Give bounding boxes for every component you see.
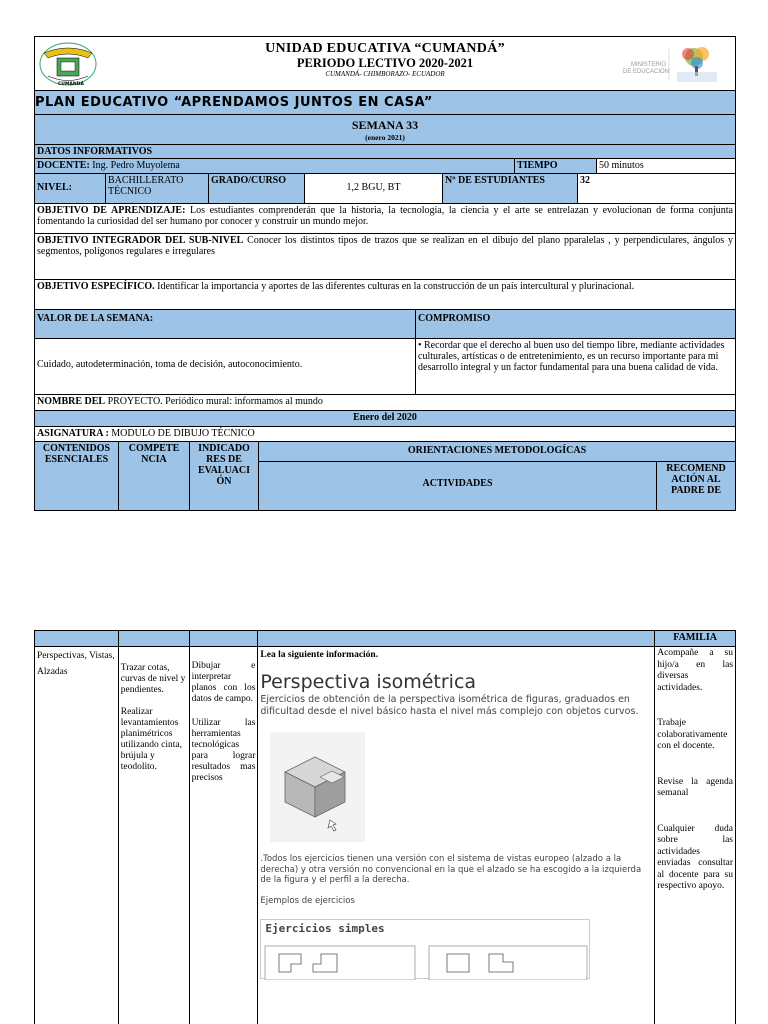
valor-row — [35, 339, 735, 395]
proyecto-label: NOMBRE DEL — [37, 396, 106, 407]
activities-header-row — [35, 631, 735, 647]
simple-exercises-title: Ejercicios simples — [265, 921, 385, 935]
familia-4: Cualquier duda sobre las actividades enviadas consultar al docente para su respectivo apoyo. — [657, 823, 734, 891]
obj-especifico-label: OBJETIVO ESPECÍFICO. — [37, 281, 155, 292]
proyecto — [35, 395, 735, 410]
valor-label: VALOR DE LA SEMANA: — [35, 310, 416, 338]
docente-row — [35, 159, 735, 174]
estudiantes-label: Nº DE ESTUDIANTES — [443, 174, 578, 203]
col-recomendacion: RECOMEND ACIÓN AL PADRE DE — [666, 463, 726, 496]
actividades-cell — [258, 647, 655, 1024]
activities-table — [34, 630, 736, 1024]
col-sub-headers — [259, 462, 735, 510]
obj-especifico-text: Identificar la importancia y aportes de las diferentes culturas en la construcción de un país intercultural y plurinacional. — [154, 281, 635, 292]
iso-title: Perspectiva isométrica — [260, 671, 477, 693]
tiempo-value: 50 minutos — [599, 160, 644, 171]
month-label: Enero del 2020 — [353, 412, 417, 423]
indicadores-1: Dibujar e interpretar planos con los datos de campo. — [191, 661, 256, 704]
indicadores-cell — [190, 647, 259, 1024]
asignatura-label: ASIGNATURA : — [37, 428, 109, 439]
docente-label: DOCENTE: — [37, 160, 90, 171]
competencia-cell — [119, 647, 190, 1024]
plan-header-table — [34, 36, 736, 511]
proyecto-label-2: PROYECTO. — [105, 396, 163, 407]
docente-value: Ing. Pedro Muyolema — [92, 160, 180, 171]
obj-aprendizaje-text: Los estudiantes comprenderán que la historia, la tecnología, la ciencia y el arte se entrelazan y evolucionan de forma conjunta fomentando la curiosidad del ser humano por conocer y construir un mundo mejor. — [37, 205, 733, 227]
indicadores-2: Utilizar las herramientas tecnológicas para lograr resultados mas precisos — [191, 718, 256, 783]
simple-exercises-box — [260, 919, 590, 979]
col-orientaciones: ORIENTACIONES METODOLOGÍCAS — [259, 442, 735, 462]
header-cell-3 — [190, 631, 259, 646]
asignatura-value: MODULO DE DIBUJO TÉCNICO — [108, 428, 255, 439]
grado-value: 1,2 BGU, BT — [305, 174, 443, 203]
datos-label: DATOS INFORMATIVOS — [37, 146, 153, 157]
ministry-logo — [609, 42, 729, 86]
svg-text:CUMANDÁ: CUMANDÁ — [58, 82, 84, 87]
activities-body-row — [35, 647, 735, 1024]
competencia-2: Realizar levantamientos planimétricos utilizando cinta, brújula y teodolito. — [120, 707, 182, 772]
header-cell-2 — [119, 631, 190, 646]
col-indicadores: INDICADO RES DE EVALUACI ÓN — [190, 442, 259, 510]
exercise-thumbnails — [261, 942, 591, 980]
academic-period: PERIODO LECTIVO 2020-2021 — [296, 56, 474, 70]
obj-especifico — [35, 280, 735, 309]
nivel-label: NIVEL: — [35, 174, 106, 203]
familia-3: Revise la agenda semanal — [657, 776, 734, 798]
datos-row — [35, 145, 735, 159]
contenidos-cell: Perspectivas, Vistas, Alzadas — [35, 647, 119, 1024]
week-banner — [35, 115, 735, 145]
iso-note: .Todos los ejercicios tienen una versión con el sistema de vistas europeo (alzado a la derecha) y otra versión no convencional en la que el alzado se ha escogido a la izquierda de la figura y el perfil a la derecha. — [260, 854, 642, 885]
obj-integrador-text: Conocer los distintos tipos de trazos que se realizan en el dibujo del plano pparalelas , y perpendiculares, ángulos y segmentos, polígonos regulares e irregulares — [37, 235, 734, 257]
iso-description: Ejercicios de obtención de la perspectiva isométrica de figuras, graduados en dificultad desde el nivel básico hasta el nivel más complejo con objetos curvos. — [260, 694, 639, 717]
col-competencia: COMPETE NCIA — [119, 442, 190, 510]
week-date: (enero 2021) — [365, 133, 405, 142]
obj-integrador-label: OBJETIVO INTEGRADOR DEL SUB-NIVEL — [37, 235, 244, 246]
week-label: SEMANA 33 — [351, 118, 419, 132]
valor-header-row — [35, 310, 735, 339]
col-contenidos: CONTENIDOS ESENCIALES — [35, 442, 119, 510]
obj-aprendizaje-label: OBJETIVO DE APRENDIZAJE: — [37, 205, 186, 216]
grado-label: GRADO/CURSO — [209, 174, 305, 203]
tiempo-label: TIEMPO — [515, 159, 597, 173]
proyecto-value: Periódico mural: informamos al mundo — [162, 396, 323, 407]
header-cell-4 — [258, 631, 655, 646]
asignatura — [35, 427, 735, 441]
proyecto-row — [35, 395, 735, 411]
examples-label: Ejemplos de ejercicios — [260, 895, 355, 906]
familia-2: Trabaje colaborativamente con el docente. — [657, 718, 728, 751]
svg-text:DE EDUCACIÓN: DE EDUCACIÓN — [623, 69, 670, 75]
obj-aprendizaje — [35, 204, 735, 233]
school-name: UNIDAD EDUCATIVA “CUMANDÁ” — [265, 41, 505, 56]
obj-aprendizaje-row — [35, 204, 735, 234]
svg-text:MINISTERIO: MINISTERIO — [631, 62, 667, 68]
compromiso-label: COMPROMISO — [418, 313, 491, 324]
col-orientaciones-group — [259, 442, 735, 510]
header-cell-1 — [35, 631, 119, 646]
institution-header — [35, 37, 735, 91]
familia-header: FAMILIA — [655, 631, 735, 646]
competencia-1: Trazar cotas, curvas de nivel y pendientes. — [120, 663, 186, 695]
month-row — [35, 411, 735, 427]
nivel-value: BACHILLERATO TÉCNICO — [106, 174, 209, 203]
obj-especifico-row — [35, 280, 735, 310]
familia-1: Acompañe a su hijo/a en las diversas actividades. — [657, 648, 734, 693]
nivel-row — [35, 174, 735, 204]
asignatura-row — [35, 427, 735, 442]
docente-cell — [35, 159, 515, 173]
compromiso-value: • Recordar que el derecho al buen uso del tiempo libre, mediante actividades culturales, artísticas o de entretenimiento, es un recurso importante para mi desarrollo integral y un factor fundamental para una buena calidad de vida. — [418, 340, 725, 373]
col-actividades: ACTIVIDADES — [259, 462, 657, 510]
familia-cell — [655, 647, 735, 1024]
column-headers — [35, 442, 735, 510]
isometric-figure-image — [270, 732, 365, 842]
plan-title: PLAN EDUCATIVO “APRENDAMOS JUNTOS EN CASA” — [35, 91, 735, 115]
valor-value: Cuidado, autodeterminación, toma de decisión, autoconocimiento. — [35, 339, 416, 394]
obj-integrador — [35, 234, 735, 279]
activity-lead: Lea la siguiente información. — [260, 650, 379, 660]
estudiantes-value: 32 — [580, 175, 590, 186]
school-location: CUMANDÁ- CHIMBORAZO- ECUADOR — [325, 70, 445, 78]
obj-integrador-row — [35, 234, 735, 280]
